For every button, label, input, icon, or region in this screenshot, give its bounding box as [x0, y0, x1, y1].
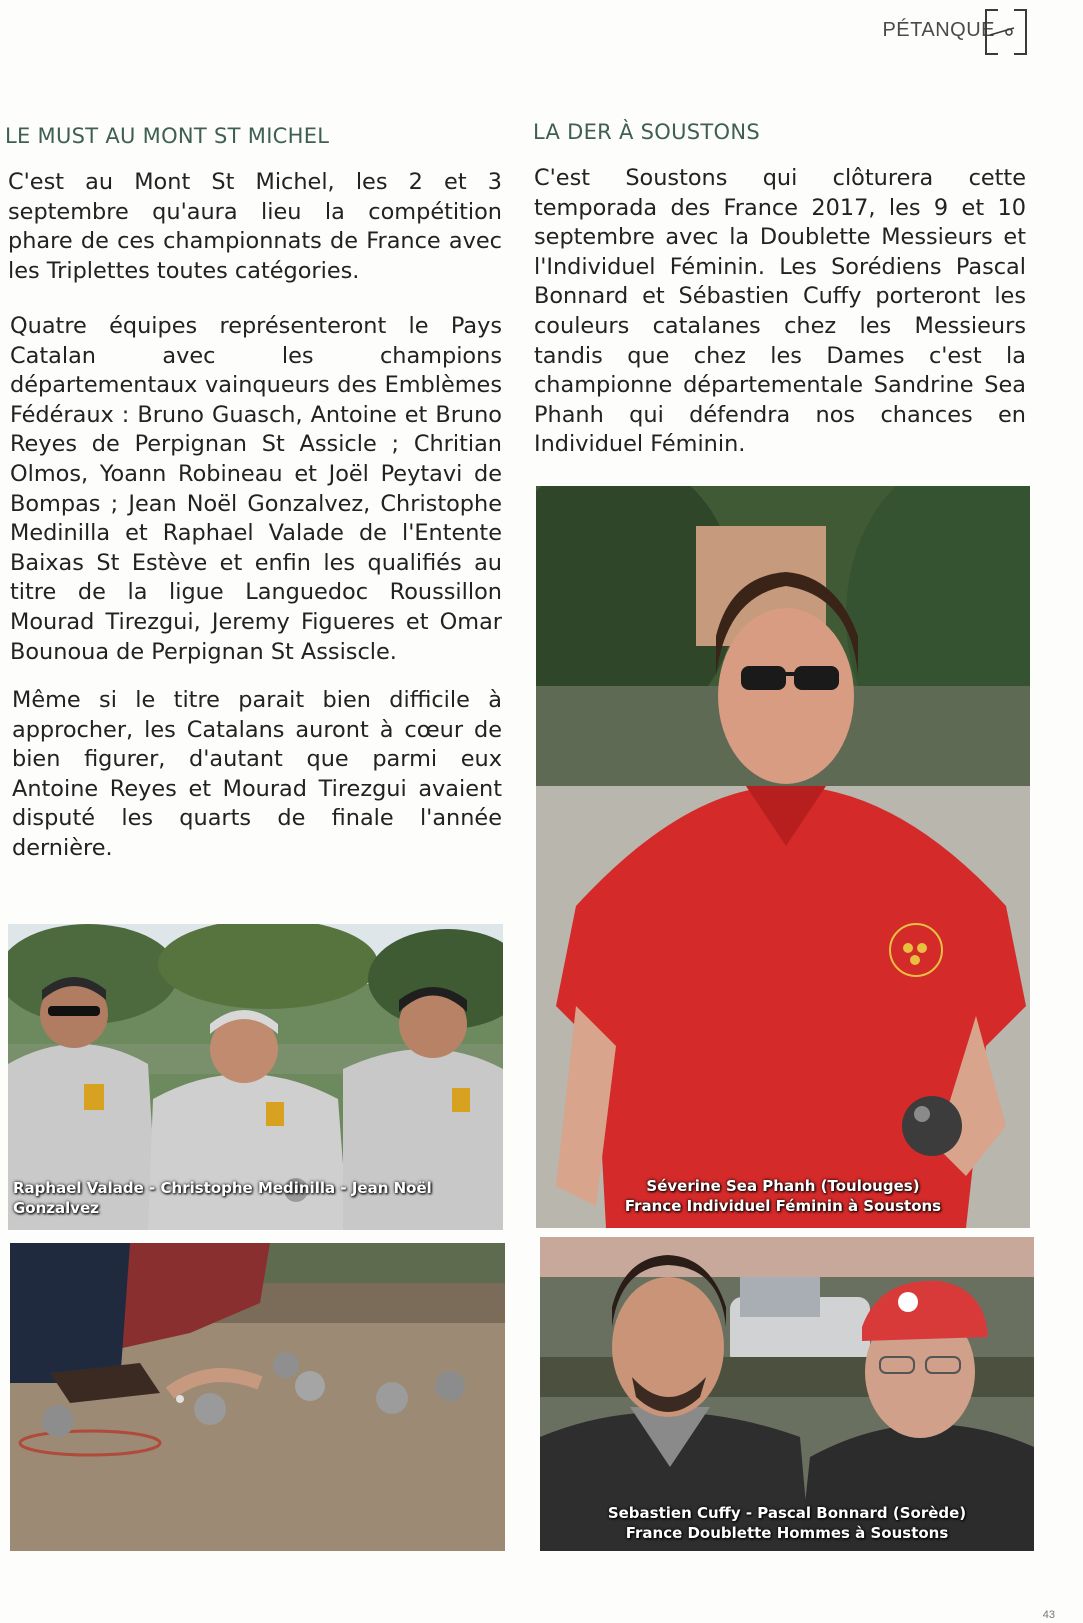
photo-duo-caption-line1: Sebastien Cuffy - Pascal Bonnard (Sorède): [607, 1504, 967, 1522]
photo-woman-red-polo: [536, 486, 1030, 1228]
boule-bracket-icon: [984, 8, 1028, 56]
photo-duo-caption-line2: France Doublette Hommes à Soustons: [625, 1524, 949, 1542]
photo-duo-caption: [540, 1503, 1034, 1543]
photo-trio-caption: Raphael Valade - Christophe Medinilla - Jean Noël Gonzalvez: [13, 1179, 432, 1217]
photo-woman-caption: [536, 1176, 1030, 1216]
photo-woman-caption-line1: Séverine Sea Phanh (Toulouges): [646, 1177, 920, 1195]
left-article-title: LE MUST AU MONT ST MICHEL: [5, 124, 330, 148]
photo-trio-players: [8, 924, 503, 1230]
photo-duo-players: [540, 1237, 1034, 1551]
section-label: PÉTANQUE: [882, 19, 995, 41]
right-article-title: LA DER À SOUSTONS: [533, 120, 761, 144]
left-article-paragraph-2: Quatre équipes représenteront le Pays Catalan avec les champions départementaux vainqueurs des Emblèmes Fédéraux : Bruno Guasch, Antoine et Bruno Reyes de Perpignan St Assicle ; Chritian Olmos, Yoann Robineau et Joël Peytavi de Bompas ; Jean Noël Gonzalvez, Christophe Medinilla et Raphael Valade de l'Entente Baixas St Estève et enfin les qualifiés au titre de la ligue Languedoc Roussillon Mourad Tirezgui, Jeremy Figueres et Omar Bounoua de Perpignan St Assiscle.: [10, 313, 502, 665]
left-article-paragraph-3: Même si le titre parait bien difficile à approcher, les Catalans auront à cœur de bien figurer, d'autant que parmi eux Antoine Reyes et Mourad Tirezgui avaient disputé les quarts de finale l'année dernière.: [12, 687, 502, 861]
photo-boules-ground: [10, 1243, 505, 1551]
right-article-paragraph-1: C'est Soustons qui clôturera cette temporada des France 2017, les 9 et 10 septembre avec la Doublette Messieurs et l'Individuel Féminin. Les Sorédiens Pascal Bonnard et Sébastien Cuffy porteront les couleurs catalanes chez les Messieurs tandis que chez les Dames c'est la championne départementale Sandrine Sea Phanh qui défendra nos chances en Individuel Féminin.: [534, 165, 1026, 458]
page-number: 43: [1042, 1609, 1055, 1621]
photo-woman-caption-line2: France Individuel Féminin à Soustons: [624, 1197, 942, 1215]
left-article-paragraph-1: C'est au Mont St Michel, les 2 et 3 septembre qu'aura lieu la compétition phare de ces championnats de France avec les Triplettes toutes catégories.: [8, 169, 502, 284]
